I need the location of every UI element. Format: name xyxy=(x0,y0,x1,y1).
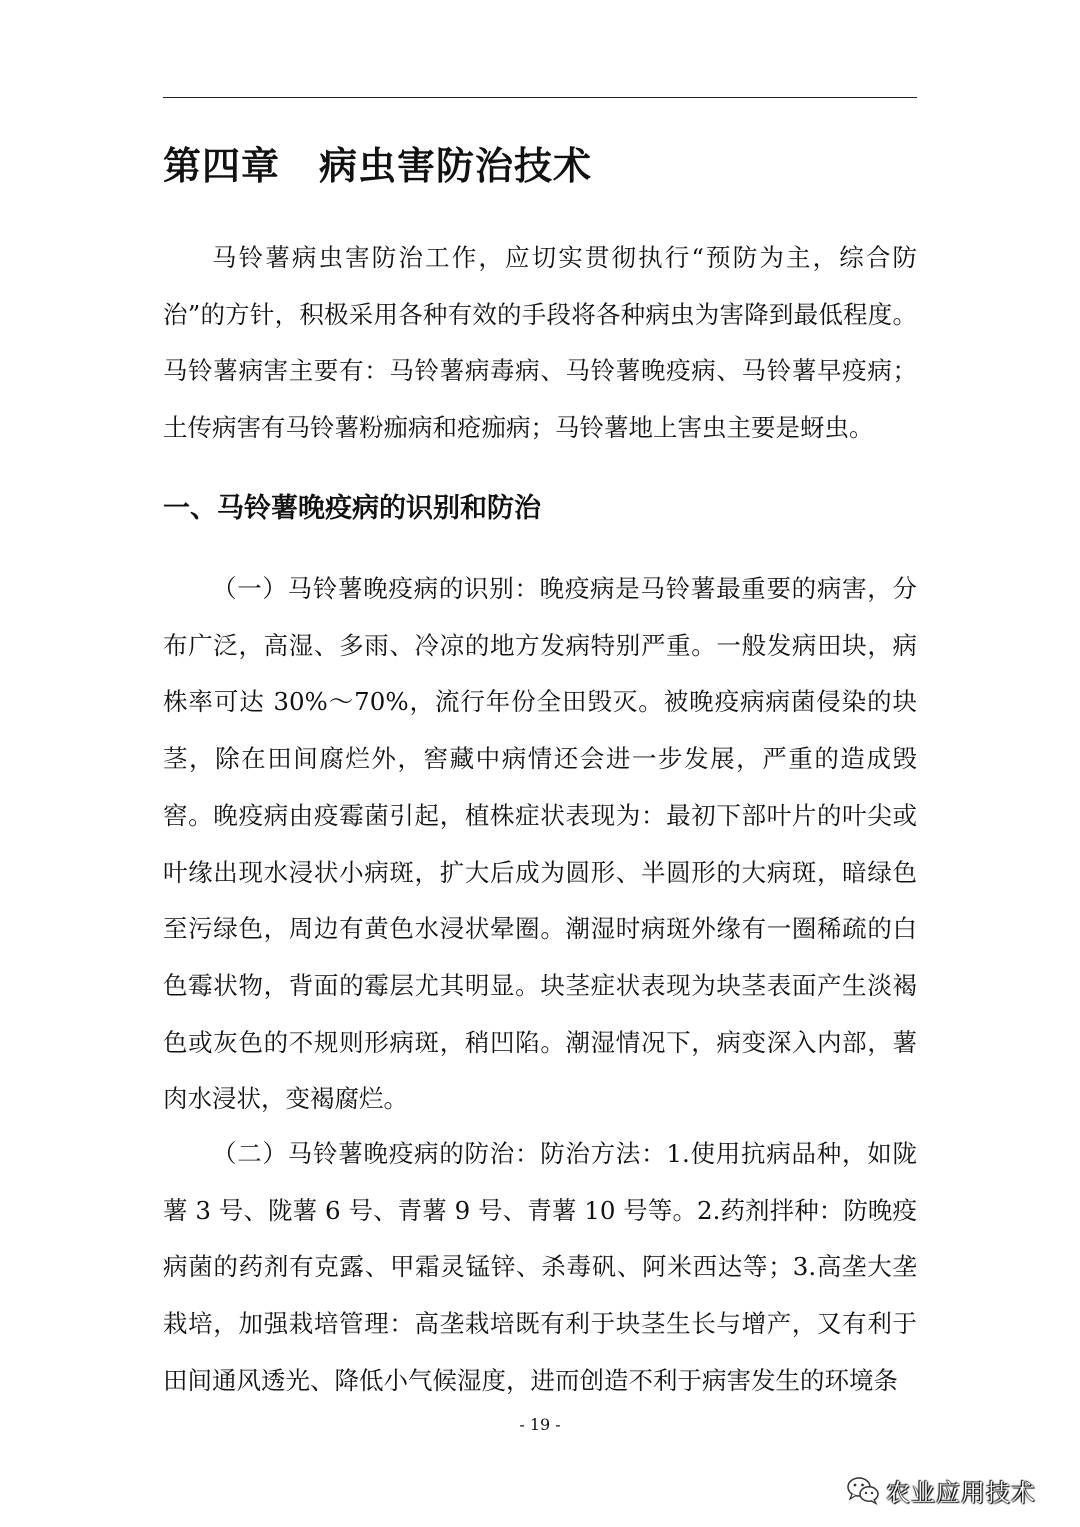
identification-paragraph: （一）马铃薯晚疫病的识别：晚疫病是马铃薯最重要的病害，分布广泛，高湿、多雨、冷凉的地方发病特别严重。一般发病田块，病株率可达 30%～70%，流行年份全田毁灭。被晚疫病病菌侵染的块茎，除在田间腐烂外，窖藏中病情还会进一步发展，严重的造成毁窖。晚疫病由疫霉菌引起，植株症状表现为：最初下部叶片的叶尖或叶缘出现水浸状小病斑，扩大后成为圆形、半圆形的大病斑，暗绿色至污绿色，周边有黄色水浸状晕圈。潮湿时病斑外缘有一圈稀疏的白色霉状物，背面的霉层尤其明显。块茎症状表现为块茎表面产生淡褐色或灰色的不规则形病斑，稍凹陷。潮湿情况下，病变深入内部，薯肉水浸状，变褐腐烂。 xyxy=(163,574,917,1114)
page-number: - 19 - xyxy=(519,1415,561,1434)
watermark-text: 农业应用技术 xyxy=(886,1478,1036,1507)
intro-paragraph: 马铃薯病虫害防治工作，应切实贯彻执行“预防为主，综合防治”的方针，积极采用各种有效的手段将各种病虫为害降到最低程度。马铃薯病害主要有：马铃薯病毒病、马铃薯晚疫病、马铃薯早疫病；土传病害有马铃薯粉痂病和疮痂病；马铃薯地上害虫主要是蚜虫。 xyxy=(163,243,917,443)
section-title: 一、马铃薯晚疫病的识别和防治 xyxy=(163,493,541,524)
watermark xyxy=(846,1470,1036,1510)
prevention-paragraph: （二）马铃薯晚疫病的防治：防治方法：1.使用抗病品种，如陇薯 3 号、陇薯 6 号、青薯 9 号、青薯 10 号等。2.药剂拌种：防晚疫病菌的药剂有克露、甲霜灵锰锌、杀毒矾、阿米西达等；3.高垄大垄栽培，加强栽培管理：高垄栽培既有利于块茎生长与增产，又有利于田间通风透光、降低小气候湿度，进而创造不利于病害发生的环境条 xyxy=(163,1139,917,1395)
wechat-icon xyxy=(846,1475,880,1505)
header-rule xyxy=(163,97,917,98)
chapter-title: 第四章 病虫害防治技术 xyxy=(163,143,593,188)
